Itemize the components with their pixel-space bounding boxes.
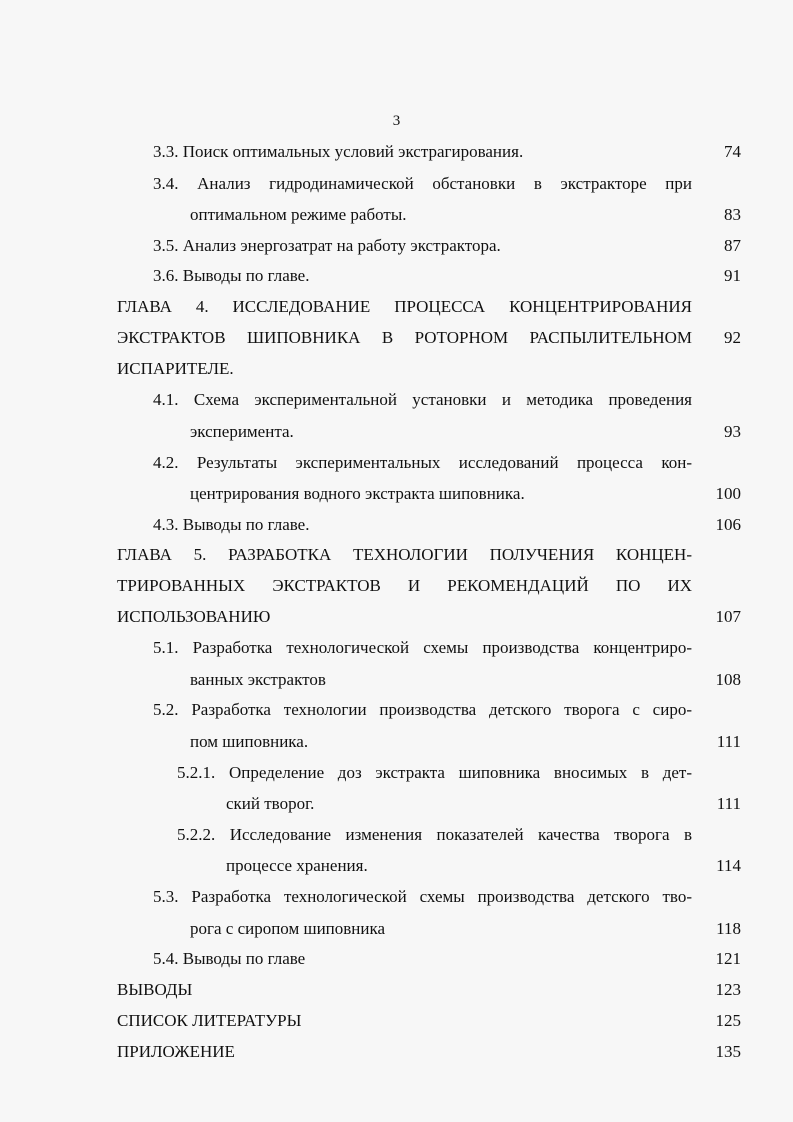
toc-chapter-heading: ВЫВОДЫ	[117, 980, 193, 999]
toc-chapter-heading: ИСПАРИТЕЛЕ.	[117, 359, 234, 378]
toc-entry-text: 3.5. Анализ энергозатрат на работу экстрактора.	[153, 236, 501, 255]
toc-entry-text: 5.3. Разработка технологической схемы производства детского тво-	[153, 887, 692, 906]
toc-entry-text: 5.2.2. Исследование изменения показателей качества творога в	[177, 825, 692, 844]
toc-entry-text: 4.3. Выводы по главе.	[153, 515, 310, 534]
toc-entry-page: 107	[715, 607, 741, 626]
toc-entry-text: 3.4. Анализ гидродинамической обстановки в экстракторе при	[153, 174, 692, 193]
toc-entry-page: 74	[724, 142, 741, 161]
toc-entry-page: 135	[715, 1042, 741, 1061]
page-number: 3	[392, 113, 401, 129]
toc-entry-text: ский творог.	[226, 794, 315, 813]
toc-entry-text: эксперимента.	[190, 422, 294, 441]
toc-chapter-heading: СПИСОК ЛИТЕРАТУРЫ	[117, 1011, 302, 1030]
toc-chapter-heading: ГЛАВА 4. ИССЛЕДОВАНИЕ ПРОЦЕССА КОНЦЕНТРИРОВАНИЯ	[117, 297, 692, 316]
toc-entry-page: 123	[715, 980, 741, 999]
toc-entry-page: 118	[716, 919, 741, 938]
toc-entry-text: 5.1. Разработка технологической схемы производства концентриро-	[153, 638, 692, 657]
toc-chapter-heading: ПРИЛОЖЕНИЕ	[117, 1042, 235, 1061]
toc-entry-text: пом шиповника.	[190, 732, 309, 751]
toc-entry-page: 108	[715, 670, 741, 689]
toc-chapter-heading: ГЛАВА 5. РАЗРАБОТКА ТЕХНОЛОГИИ ПОЛУЧЕНИЯ КОНЦЕН-	[117, 545, 692, 564]
toc-entry-text: центрирования водного экстракта шиповника.	[190, 484, 525, 503]
toc-entry-page: 87	[724, 236, 741, 255]
toc-entry-text: 4.1. Схема экспериментальной установки и методика проведения	[153, 390, 692, 409]
toc-entry-page: 93	[724, 422, 741, 441]
toc-entry-page: 91	[724, 266, 741, 285]
toc-entry-text: 5.4. Выводы по главе	[153, 949, 306, 968]
toc-entry-page: 83	[724, 205, 741, 224]
toc-entry-page: 121	[715, 949, 741, 968]
toc-entry-text: 5.2. Разработка технологии производства детского творога с сиро-	[153, 700, 692, 719]
toc-entry-page: 125	[715, 1011, 741, 1030]
toc-chapter-heading: ЭКСТРАКТОВ ШИПОВНИКА В РОТОРНОМ РАСПЫЛИТЕЛЬНОМ	[117, 328, 692, 347]
toc-entry-text: 5.2.1. Определение доз экстракта шиповника вносимых в дет-	[177, 763, 692, 782]
toc-entry-page: 111	[716, 732, 741, 751]
toc-entry-page: 100	[715, 484, 741, 503]
toc-entry-page: 114	[716, 856, 741, 875]
toc-entry-text: 4.2. Результаты экспериментальных исследований процесса кон-	[153, 453, 692, 472]
toc-entry-text: 3.6. Выводы по главе.	[153, 266, 310, 285]
toc-chapter-heading: ИСПОЛЬЗОВАНИЮ	[117, 607, 271, 626]
toc-entry-text: процессе хранения.	[226, 856, 368, 875]
toc-entry-page: 106	[715, 515, 741, 534]
toc-entry-text: оптимальном режиме работы.	[190, 205, 407, 224]
toc-entry-page: 111	[716, 794, 741, 813]
toc-chapter-heading: ТРИРОВАННЫХ ЭКСТРАКТОВ И РЕКОМЕНДАЦИЙ ПО ИХ	[117, 576, 692, 595]
toc-entry-text: 3.3. Поиск оптимальных условий экстрагирования.	[153, 142, 524, 161]
toc-entry-text: ванных экстрактов	[190, 670, 326, 689]
toc-entry-page: 92	[724, 328, 741, 347]
toc-entry-text: рога с сиропом шиповника	[190, 919, 386, 938]
